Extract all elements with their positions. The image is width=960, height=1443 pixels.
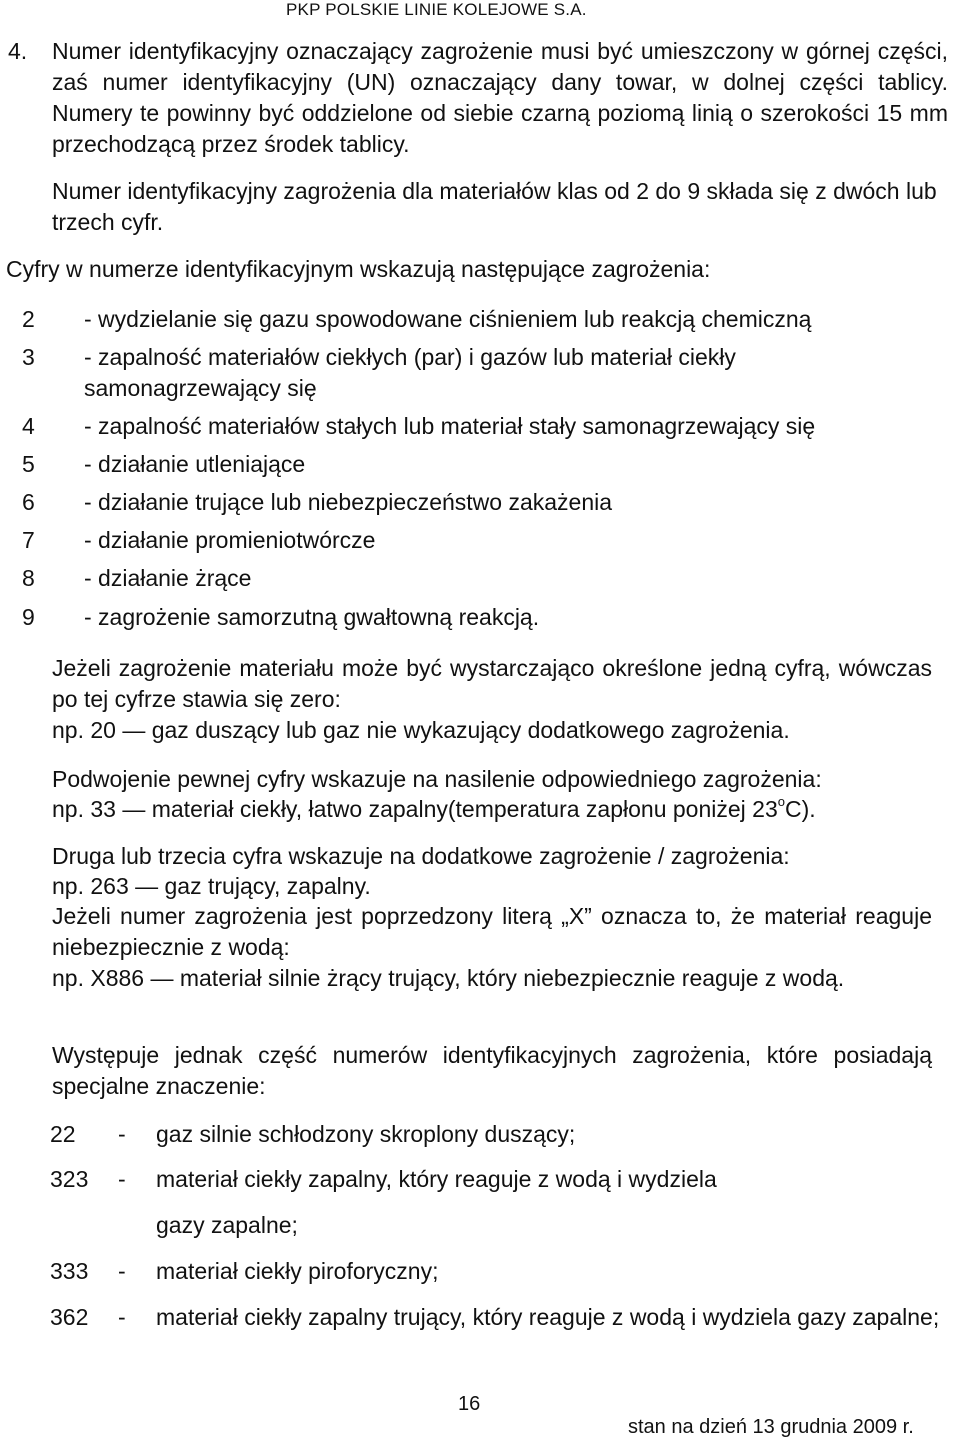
double-rule-example bbox=[52, 794, 932, 825]
hazard-desc: - wydzielanie się gazu spowodowane ciśnieniem lub reakcją chemiczną bbox=[84, 306, 812, 332]
special-desc-cont: gazy zapalne; bbox=[156, 1212, 298, 1238]
hazard-desc: - działanie promieniotwórcze bbox=[84, 527, 376, 553]
special-code: 362 bbox=[50, 1304, 89, 1330]
special-desc: gaz silnie schłodzony skroplony duszący; bbox=[156, 1121, 576, 1147]
additional-rule-text: Druga lub trzecia cyfra wskazuje na dodatkowe zagrożenie / zagrożenia: bbox=[52, 843, 790, 869]
special-code: 323 bbox=[50, 1166, 89, 1192]
intro-text: Numer identyfikacyjny oznaczający zagrożenie musi być umieszczony w górnej części, zaś numer identyfikacyjny (UN) oznaczający dany towar, w dolnej części tablicy. Numery te powinny być oddzielone od siebie czarną poziomą linią o szerokości 15 mm przechodzącą przez środek tablicy. bbox=[52, 38, 948, 157]
special-desc: materiał ciekły piroforyczny; bbox=[156, 1258, 439, 1284]
hazard-digit: 5 bbox=[22, 451, 35, 477]
special-code: 22 bbox=[50, 1121, 76, 1147]
document-header: PKP POLSKIE LINIE KOLEJOWE S.A. bbox=[286, 0, 587, 19]
special-desc: materiał ciekły zapalny, który reaguje z wodą i wydziela bbox=[156, 1166, 717, 1192]
double-example-text: np. 33 — materiał ciekły, łatwo zapalny(temperatura zapłonu poniżej 23 bbox=[52, 796, 778, 822]
special-intro: Występuje jednak część numerów identyfikacyjnych zagrożenia, które posiadają specjalne znaczenie: bbox=[52, 1042, 932, 1099]
hazard-digit: 8 bbox=[22, 565, 35, 591]
degree-sup: o bbox=[777, 794, 785, 810]
classes-paragraph: Numer identyfikacyjny zagrożenia dla materiałów klas od 2 do 9 składa się z dwóch lub trzech cyfr. bbox=[52, 178, 937, 235]
special-dash: - bbox=[118, 1258, 126, 1284]
special-dash: - bbox=[118, 1166, 126, 1192]
special-code: 333 bbox=[50, 1258, 89, 1284]
special-dash: - bbox=[118, 1304, 126, 1330]
additional-rule-example: np. 263 — gaz trujący, zapalny. bbox=[52, 873, 371, 899]
x-rule-text: Jeżeli numer zagrożenia jest poprzedzony literą „X” oznacza to, że materiał reaguje niebezpiecznie z wodą: bbox=[52, 903, 932, 960]
footer-date: stan na dzień 13 grudnia 2009 r. bbox=[628, 1416, 914, 1438]
hazard-digit: 3 bbox=[22, 344, 35, 370]
x-rule-example: np. X886 — materiał silnie żrący trujący, który niebezpiecznie reaguje z wodą. bbox=[52, 965, 845, 991]
hazard-desc: - zapalność materiałów stałych lub materiał stały samonagrzewający się bbox=[84, 413, 816, 439]
hazard-desc: - działanie utleniające bbox=[84, 451, 306, 477]
hazard-digit: 6 bbox=[22, 489, 35, 515]
zero-rule-text: Jeżeli zagrożenie materiału może być wystarczająco określone jedną cyfrą, wówczas po tej cyfrze stawia się zero: bbox=[52, 655, 932, 712]
hazard-digit: 7 bbox=[22, 527, 35, 553]
page-number: 16 bbox=[458, 1393, 481, 1415]
hazard-desc: - działanie żrące bbox=[84, 565, 252, 591]
double-rule-text: Podwojenie pewnej cyfry wskazuje na nasilenie odpowiedniego zagrożenia: bbox=[52, 766, 822, 792]
hazard-digit: 4 bbox=[22, 413, 35, 439]
digits-intro: Cyfry w numerze identyfikacyjnym wskazują następujące zagrożenia: bbox=[6, 256, 711, 282]
hazard-desc: - działanie trujące lub niebezpieczeństwo zakażenia bbox=[84, 489, 613, 515]
zero-rule-example: np. 20 — gaz duszący lub gaz nie wykazujący dodatkowego zagrożenia. bbox=[52, 717, 790, 743]
hazard-digit: 9 bbox=[22, 604, 35, 630]
section-number: 4. bbox=[8, 38, 28, 64]
hazard-digit: 2 bbox=[22, 306, 35, 332]
special-desc: materiał ciekły zapalny trujący, który reaguje z wodą i wydziela gazy zapalne; bbox=[156, 1304, 940, 1330]
double-example-unit: C). bbox=[784, 796, 816, 822]
hazard-desc: - zapalność materiałów ciekłych (par) i gazów lub materiał ciekły samonagrzewający się bbox=[84, 344, 736, 401]
hazard-desc: - zagrożenie samorzutną gwałtowną reakcją. bbox=[84, 604, 540, 630]
special-dash: - bbox=[118, 1121, 126, 1147]
